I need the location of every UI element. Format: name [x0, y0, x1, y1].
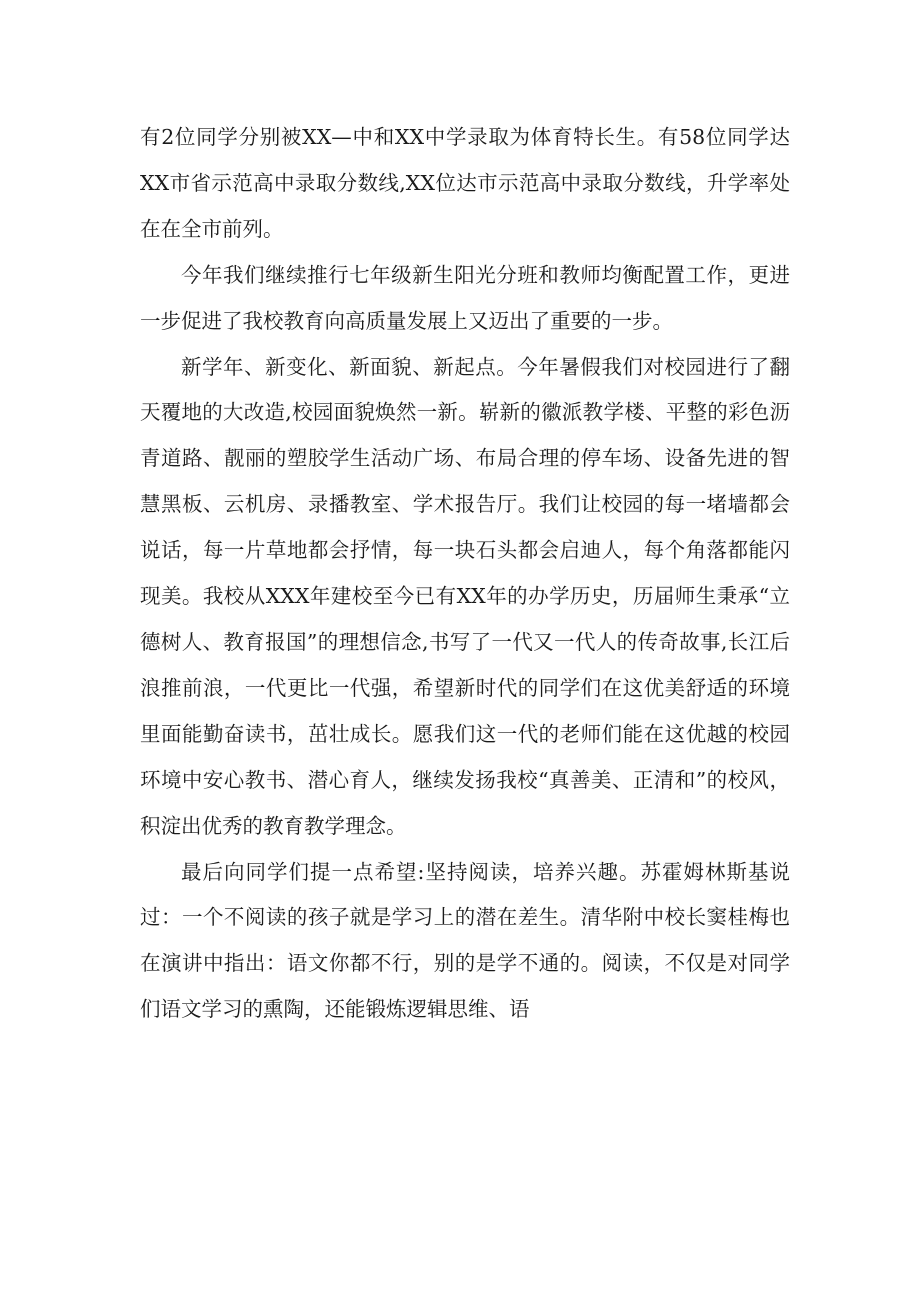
paragraph-2: 今年我们继续推行七年级新生阳光分班和教师均衡配置工作，更进一步促进了我校教育向高质量发展上又迈出了重要的一步。: [140, 262, 790, 333]
document-body: [140, 115, 790, 1033]
paragraph-1: 有2位同学分别被XX—中和XX中学录取为体育特长生。有58位同学达XX市省示范高中录取分数线,XX位达市示范高中录取分数线，升学率处在在全市前列。: [140, 125, 790, 241]
paragraph-4: 最后向同学们提一点希望:坚持阅读，培养兴趣。苏霍姆林斯基说过：一个不阅读的孩子就是学习上的潜在差生。清华附中校长窦桂梅也在演讲中指出：语文你都不行，别的是学不通的。阅读，不仅是对同学们语文学习的熏陶，还能锻炼逻辑思维、语: [140, 859, 790, 1022]
paragraph-3: 新学年、新变化、新面貌、新起点。今年暑假我们对校园进行了翻天覆地的大改造,校园面貌焕然一新。崭新的徽派教学楼、平整的彩色沥青道路、靓丽的塑胶学生活动广场、布局合理的停车场、设备先进的智慧黑板、云机房、录播教室、学术报告厅。我们让校园的每一堵墙都会说话，每一片草地都会抒情，每一块石头都会启迪人，每个角落都能闪现美。我校从XXX年建校至今已有XX年的办学历史，历届师生秉承“立德树人、教育报国”的理想信念,书写了一代又一代人的传奇故事,长江后浪推前浪，一代更比一代强，希望新时代的同学们在这优美舒适的环境里面能勤奋读书，茁壮成长。愿我们这一代的老师们能在这优越的校园环境中安心教书、潜心育人，继续发扬我校“真善美、正清和”的校风，积淀出优秀的教育教学理念。: [140, 354, 790, 838]
